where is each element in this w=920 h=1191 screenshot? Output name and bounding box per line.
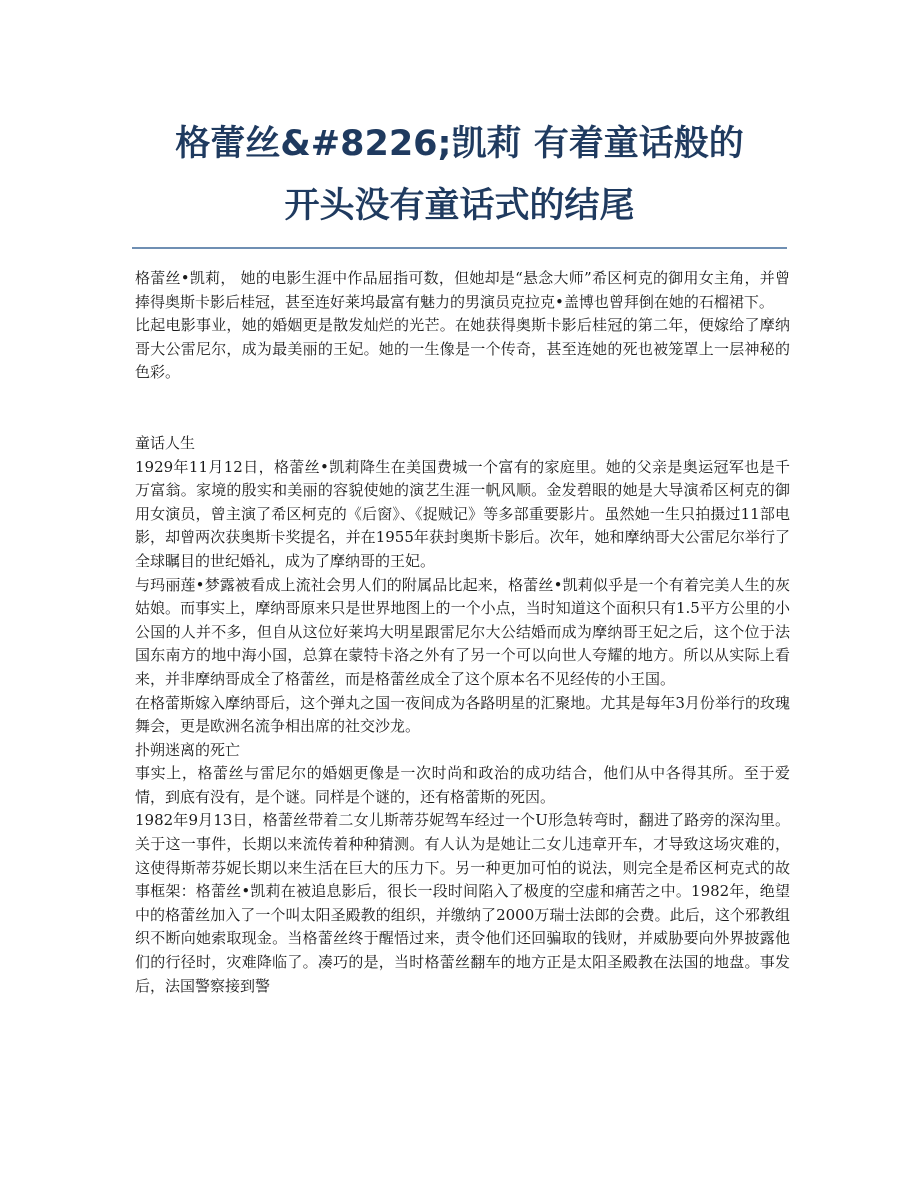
section-heading-fairytale-life: 童话人生 bbox=[135, 433, 196, 452]
title-divider bbox=[132, 247, 787, 249]
section-heading-mysterious-death: 扑朔迷离的死亡 bbox=[135, 740, 241, 759]
title-line-1: 格蕾丝&#8226;凯莉 有着童话般的 bbox=[175, 124, 744, 164]
section-1-paragraph-1: 1929年11月12日，格蕾丝•凯莉降生在美国费城一个富有的家庭里。她的父亲是奥运冠军也是千万富翁。家境的殷实和美丽的容貌使她的演艺生涯一帆风顺。金发碧眼的她是大导演希区柯克的御用女演员，曾主演了希区柯克的《后窗》、《捉贼记》等多部重要影片。虽然她一生只拍摄过11部电影，却曾两次获奥斯卡奖提名，并在1955年获封奥斯卡影后。次年，她和摩纳哥大公雷尼尔举行了全球瞩目的世纪婚礼，成为了摩纳哥的王妃。 bbox=[135, 457, 790, 570]
intro-paragraph-2: 比起电影事业，她的婚姻更是散发灿烂的光芒。在她获得奥斯卡影后桂冠的第二年，便嫁给了摩纳哥大公雷尼尔，成为最美丽的王妃。她的一生像是一个传奇，甚至连她的死也被笼罩上一层神秘的色彩。 bbox=[135, 316, 790, 382]
section-1-paragraph-3: 在格蕾斯嫁入摩纳哥后，这个弹丸之国一夜间成为各路明星的汇聚地。尤其是每年3月份举行的玫瑰舞会，更是欧洲名流争相出席的社交沙龙。 bbox=[135, 693, 790, 736]
section-spacer bbox=[135, 385, 790, 432]
intro-paragraph-1: 格蕾丝•凯莉， 她的电影生涯中作品屈指可数，但她却是“悬念大师”希区柯克的御用女主角，并曾捧得奥斯卡影后桂冠，甚至连好莱坞最富有魅力的男演员克拉克•盖博也曾拜倒在她的石榴裙下。 bbox=[135, 269, 790, 311]
title-line-2: 开头没有童话式的结尾 bbox=[284, 186, 635, 226]
section-2-paragraph-1: 事实上，格蕾丝与雷尼尔的婚姻更像是一次时尚和政治的成功结合，他们从中各得其所。至于爱情，到底有没有，是个谜。同样是个谜的，还有格蕾斯的死因。 bbox=[135, 764, 790, 806]
article-body bbox=[135, 267, 790, 998]
section-1-paragraph-2: 与玛丽莲•梦露被看成上流社会男人们的附属品比起来，格蕾丝•凯莉似乎是一个有着完美人生的灰姑娘。而事实上，摩纳哥原来只是世界地图上的一个小点，当时知道这个面积只有1.5平方公里的小公国的人并不多，但自从这位好莱坞大明星跟雷尼尔大公结婚而成为摩纳哥王妃之后，这个位于法国东南方的地中海小国，总算在蒙特卡洛之外有了另一个可以向世人夸耀的地方。所以从实际上看来，并非摩纳哥成全了格蕾丝，而是格蕾丝成全了这个原本名不见经传的小王国。 bbox=[135, 575, 790, 688]
page-title bbox=[132, 113, 787, 237]
section-2-paragraph-2: 1982年9月13日，格蕾丝带着二女儿斯蒂芬妮驾车经过一个U形急转弯时，翻进了路旁的深沟里。关于这一事件，长期以来流传着种种猜测。有人认为是她让二女儿违章开车，才导致这场灾难的，这使得斯蒂芬妮长期以来生活在巨大的压力下。另一种更加可怕的说法，则完全是希区柯克式的故事框架：格蕾丝•凯莉在被追息影后，很长一段时间陷入了极度的空虚和痛苦之中。1982年，绝望中的格蕾丝加入了一个叫太阳圣殿教的组织，并缴纳了2000万瑞士法郎的会费。此后，这个邪教组织不断向她索取现金。当格蕾丝终于醒悟过来，责令他们还回骗取的钱财，并威胁要向外界披露他们的行径时，灾难降临了。凑巧的是，当时格蕾丝翻车的地方正是太阳圣殿教在法国的地盘。事发后，法国警察接到警 bbox=[135, 811, 790, 995]
